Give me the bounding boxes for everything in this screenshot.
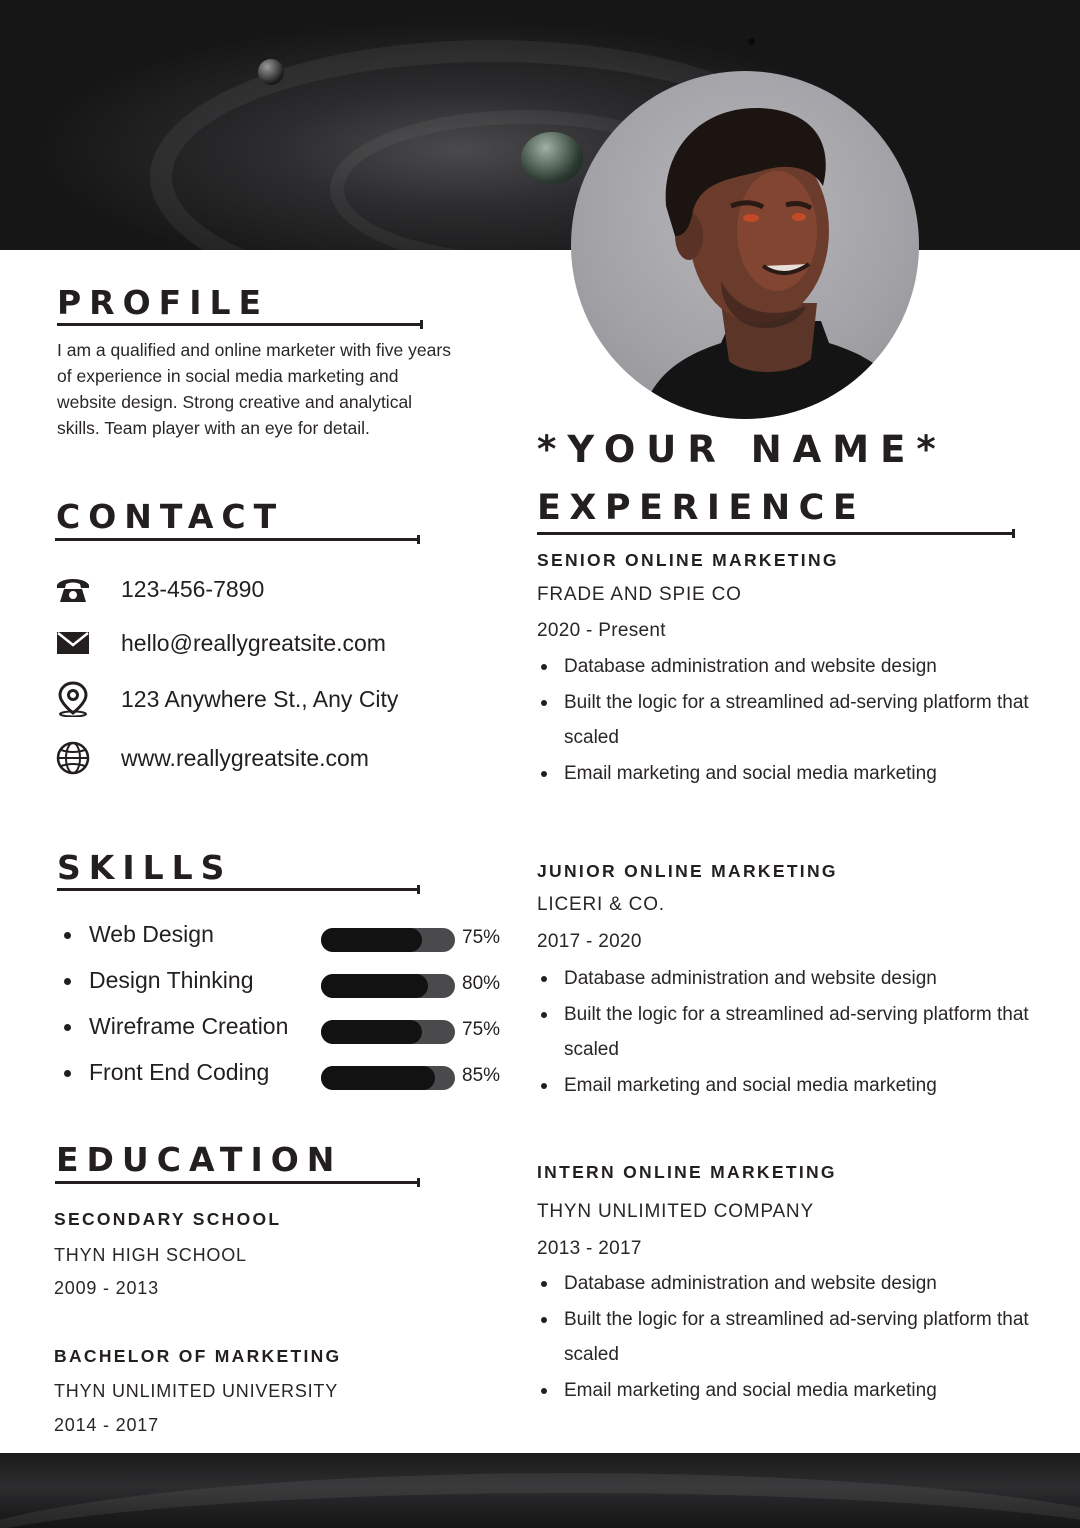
list-item: Database administration and website design <box>537 1266 1047 1302</box>
job-responsibilities <box>537 649 1047 791</box>
profile-heading: PROFILE <box>57 283 270 322</box>
skill-level-bar <box>321 928 455 952</box>
footer-swirl <box>0 1473 1080 1528</box>
skill-name: Wireframe Creation <box>89 1013 289 1039</box>
contact-address-row <box>55 681 399 717</box>
job-title: JUNIOR ONLINE MARKETING <box>537 861 838 881</box>
skills-heading: SKILLS <box>57 848 233 887</box>
profile-divider <box>57 323 422 326</box>
education-degree: SECONDARY SCHOOL <box>54 1209 282 1229</box>
skill-level-fill <box>321 1066 435 1090</box>
skill-level-bar <box>321 1066 455 1090</box>
education-divider <box>55 1181 419 1184</box>
education-degree: BACHELOR OF MARKETING <box>54 1346 342 1366</box>
skill-level-fill <box>321 974 428 998</box>
job-title: INTERN ONLINE MARKETING <box>537 1162 837 1182</box>
profile-photo <box>571 71 919 419</box>
skill-level-fill <box>321 1020 422 1044</box>
job-responsibilities <box>537 961 1047 1103</box>
skill-name: Front End Coding <box>89 1059 270 1085</box>
job-years: 2020 - Present <box>537 620 666 641</box>
education-school: THYN UNLIMITED UNIVERSITY <box>54 1381 339 1401</box>
education-school: THYN HIGH SCHOOL <box>54 1245 247 1265</box>
skill-level-fill <box>321 928 422 952</box>
education-years: 2009 - 2013 <box>54 1278 159 1298</box>
banner-sphere-green <box>521 132 583 184</box>
skill-level-bar <box>321 1020 455 1044</box>
job-company: FRADE AND SPIE CO <box>537 584 742 605</box>
contact-website-row <box>55 740 369 776</box>
contact-email-row <box>55 625 386 661</box>
contact-heading: CONTACT <box>56 497 285 536</box>
phone-number: 123-456-7890 <box>121 575 265 602</box>
job-title: SENIOR ONLINE MARKETING <box>537 550 839 570</box>
skill-percent: 75% <box>462 1019 501 1040</box>
list-item: Built the logic for a streamlined ad-serving platform that scaled <box>537 685 1047 756</box>
list-item: Database administration and website design <box>537 961 1047 997</box>
website-link[interactable]: www.reallygreatsite.com <box>121 744 369 771</box>
list-item: Built the logic for a streamlined ad-serving platform that scaled <box>537 1302 1047 1373</box>
job-years: 2013 - 2017 <box>537 1238 642 1259</box>
education-heading: EDUCATION <box>56 1140 343 1179</box>
address-text: 123 Anywhere St., Any City <box>121 685 399 712</box>
job-company: LICERI & CO. <box>537 894 665 915</box>
banner-sphere-small <box>258 59 284 85</box>
list-item: Email marketing and social media marketing <box>537 756 1047 792</box>
list-item: Email marketing and social media marketing <box>537 1373 1047 1409</box>
banner-sphere-dot <box>748 38 755 45</box>
bullet-dot <box>64 1070 71 1077</box>
contact-phone-row <box>55 571 265 607</box>
job-years: 2017 - 2020 <box>537 931 642 952</box>
skill-item <box>60 967 520 997</box>
skills-divider <box>57 888 419 891</box>
list-item: Database administration and website design <box>537 649 1047 685</box>
skill-percent: 85% <box>462 1065 501 1086</box>
candidate-name: *YOUR NAME* <box>537 428 947 471</box>
bullet-dot <box>64 1024 71 1031</box>
job-company: THYN UNLIMITED COMPANY <box>537 1201 814 1222</box>
envelope-icon <box>55 625 91 661</box>
skill-item <box>60 921 520 951</box>
contact-divider <box>55 538 419 541</box>
skill-percent: 80% <box>462 973 501 994</box>
location-pin-icon <box>55 681 91 717</box>
globe-icon <box>55 740 91 776</box>
job-responsibilities <box>537 1266 1047 1408</box>
skill-name: Design Thinking <box>89 967 254 993</box>
footer-banner <box>0 1453 1080 1528</box>
email-link[interactable]: hello@reallygreatsite.com <box>121 629 386 656</box>
education-years: 2014 - 2017 <box>54 1415 159 1435</box>
portrait-illustration <box>571 71 919 419</box>
list-item: Built the logic for a streamlined ad-serving platform that scaled <box>537 997 1047 1068</box>
skill-level-bar <box>321 974 455 998</box>
skill-percent: 75% <box>462 927 501 948</box>
header-banner <box>0 0 1080 250</box>
experience-heading: EXPERIENCE <box>537 488 866 528</box>
skill-item <box>60 1013 520 1043</box>
phone-icon <box>55 571 91 607</box>
skill-item <box>60 1059 520 1089</box>
bullet-dot <box>64 932 71 939</box>
bullet-dot <box>64 978 71 985</box>
skill-name: Web Design <box>89 921 214 947</box>
profile-summary: I am a qualified and online marketer with five years of experience in social media marketing and website design. Strong creative and analytical skills. Team player with an eye for detail. <box>57 340 451 438</box>
experience-divider <box>537 532 1014 535</box>
list-item: Email marketing and social media marketing <box>537 1068 1047 1104</box>
